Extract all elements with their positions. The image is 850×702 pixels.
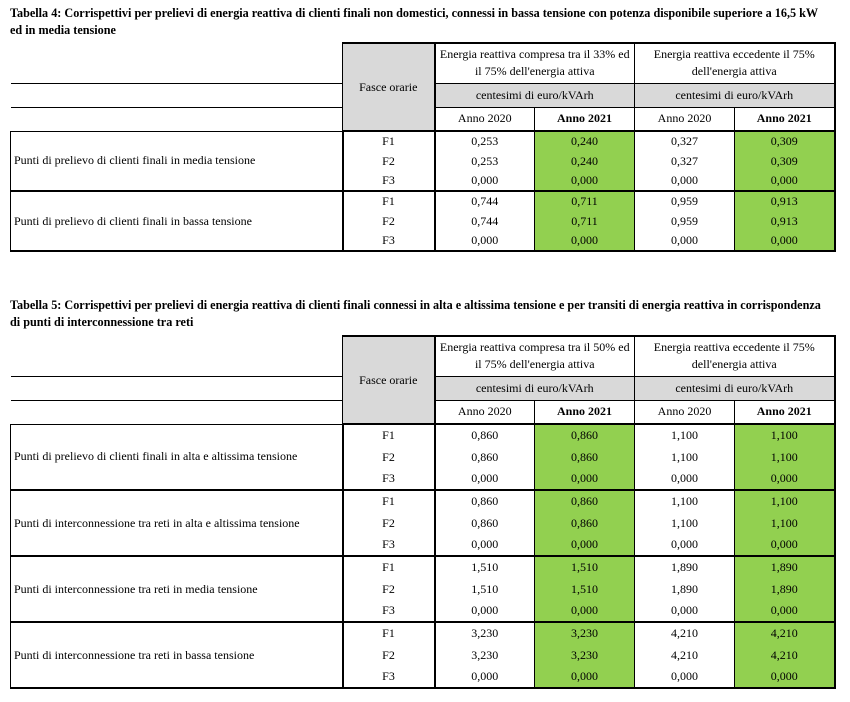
value-2020-eccedente: 1,100 <box>635 490 735 512</box>
fascia-cell: F3 <box>343 666 435 688</box>
value-2021-eccedente: 4,210 <box>735 622 835 644</box>
value-2021-compresa: 0,000 <box>535 600 635 622</box>
table-4 <box>10 42 836 252</box>
value-2021-eccedente: 0,913 <box>735 211 835 231</box>
value-2021-eccedente: 0,000 <box>735 600 835 622</box>
fascia-cell: F3 <box>343 171 435 191</box>
fascia-cell: F2 <box>343 578 435 600</box>
fascia-cell: F2 <box>343 644 435 666</box>
unit-header-compresa: centesimi di euro/kVArh <box>435 83 635 107</box>
value-2021-compresa: 1,510 <box>535 578 635 600</box>
fascia-cell: F2 <box>343 446 435 468</box>
value-2020-compresa: 0,253 <box>435 131 535 151</box>
value-2020-eccedente: 4,210 <box>635 622 735 644</box>
value-2021-compresa: 1,510 <box>535 556 635 578</box>
fascia-cell: F2 <box>343 151 435 171</box>
value-2021-eccedente: 0,000 <box>735 171 835 191</box>
value-2020-compresa: 0,860 <box>435 490 535 512</box>
fascia-cell: F1 <box>343 490 435 512</box>
value-2020-compresa: 0,000 <box>435 171 535 191</box>
year-header-2021: Anno 2021 <box>535 400 635 424</box>
value-2021-compresa: 0,711 <box>535 211 635 231</box>
value-2021-eccedente: 4,210 <box>735 644 835 666</box>
year-header-2020: Anno 2020 <box>435 400 535 424</box>
table-5-title: Tabella 5: Corrispettivi per prelievi di energia reattiva di clienti finali connessi in alta e altissima tensione e per transiti di energia reattiva in corrispondenza di punti di interconnessione tra reti <box>10 298 821 329</box>
value-2020-eccedente: 0,959 <box>635 211 735 231</box>
table-row <box>11 191 835 211</box>
row-label: Punti di prelievo di clienti finali in alta e altissima tensione <box>11 424 343 490</box>
value-2020-eccedente: 1,890 <box>635 578 735 600</box>
row-label: Punti di interconnessione tra reti in alta e altissima tensione <box>11 490 343 556</box>
value-2021-eccedente: 0,309 <box>735 151 835 171</box>
value-2020-compresa: 0,000 <box>435 468 535 490</box>
blank-header-cell <box>11 336 343 376</box>
value-2020-eccedente: 0,327 <box>635 151 735 171</box>
fascia-cell: F2 <box>343 512 435 534</box>
unit-header-compresa: centesimi di euro/kVArh <box>435 376 635 400</box>
value-2021-compresa: 0,240 <box>535 151 635 171</box>
value-2020-compresa: 0,000 <box>435 600 535 622</box>
group-header-compresa: Energia reattiva compresa tra il 33% ed il 75% dell'energia attiva <box>435 43 635 83</box>
value-2021-eccedente: 1,100 <box>735 424 835 446</box>
fasce-orarie-header: Fasce orarie <box>343 336 435 424</box>
year-header-2021: Anno 2021 <box>735 400 835 424</box>
value-2020-eccedente: 0,000 <box>635 171 735 191</box>
value-2021-eccedente: 0,000 <box>735 666 835 688</box>
value-2021-eccedente: 0,000 <box>735 534 835 556</box>
value-2021-eccedente: 0,000 <box>735 468 835 490</box>
value-2021-eccedente: 1,890 <box>735 556 835 578</box>
value-2020-compresa: 0,000 <box>435 231 535 251</box>
table-5-body <box>11 424 835 688</box>
value-2021-compresa: 0,240 <box>535 131 635 151</box>
value-2021-compresa: 3,230 <box>535 622 635 644</box>
year-header-2021: Anno 2021 <box>735 107 835 131</box>
unit-header-eccedente: centesimi di euro/kVArh <box>635 376 835 400</box>
table-row <box>11 131 835 151</box>
fascia-cell: F3 <box>343 534 435 556</box>
value-2020-compresa: 3,230 <box>435 622 535 644</box>
value-2020-eccedente: 1,100 <box>635 512 735 534</box>
value-2021-eccedente: 0,913 <box>735 191 835 211</box>
value-2020-eccedente: 1,100 <box>635 424 735 446</box>
value-2020-compresa: 0,253 <box>435 151 535 171</box>
table-row <box>11 490 835 512</box>
value-2021-compresa: 0,860 <box>535 424 635 446</box>
fascia-cell: F1 <box>343 191 435 211</box>
table-4-body <box>11 131 835 251</box>
blank-header-cell <box>11 83 343 107</box>
value-2021-compresa: 0,860 <box>535 446 635 468</box>
table-5 <box>10 335 836 689</box>
value-2021-eccedente: 0,309 <box>735 131 835 151</box>
value-2021-compresa: 0,000 <box>535 171 635 191</box>
group-header-eccedente: Energia reattiva eccedente il 75% dell'energia attiva <box>635 336 835 376</box>
value-2021-compresa: 3,230 <box>535 644 635 666</box>
fascia-cell: F3 <box>343 600 435 622</box>
table-4-title: Tabella 4: Corrispettivi per prelievi di energia reattiva di clienti finali non domestici, connessi in bassa tensione con potenza disponibile superiore a 16,5 kW ed in media tensione <box>10 6 818 37</box>
value-2021-compresa: 0,000 <box>535 231 635 251</box>
value-2021-eccedente: 1,890 <box>735 578 835 600</box>
value-2020-eccedente: 0,000 <box>635 600 735 622</box>
value-2020-eccedente: 0,000 <box>635 666 735 688</box>
row-label: Punti di prelievo di clienti finali in media tensione <box>11 131 343 191</box>
value-2021-compresa: 0,860 <box>535 490 635 512</box>
value-2021-compresa: 0,000 <box>535 534 635 556</box>
group-header-compresa: Energia reattiva compresa tra il 50% ed il 75% dell'energia attiva <box>435 336 635 376</box>
value-2021-eccedente: 1,100 <box>735 446 835 468</box>
value-2020-eccedente: 1,890 <box>635 556 735 578</box>
row-label: Punti di prelievo di clienti finali in bassa tensione <box>11 191 343 251</box>
year-header-2020: Anno 2020 <box>635 107 735 131</box>
fasce-orarie-header: Fasce orarie <box>343 43 435 131</box>
value-2021-compresa: 0,000 <box>535 666 635 688</box>
value-2020-compresa: 1,510 <box>435 578 535 600</box>
year-header-2020: Anno 2020 <box>635 400 735 424</box>
blank-header-cell <box>11 400 343 424</box>
value-2020-compresa: 0,860 <box>435 424 535 446</box>
value-2020-eccedente: 0,327 <box>635 131 735 151</box>
blank-header-cell <box>11 376 343 400</box>
value-2020-compresa: 0,860 <box>435 512 535 534</box>
value-2020-compresa: 0,744 <box>435 191 535 211</box>
table-row <box>11 424 835 446</box>
fascia-cell: F1 <box>343 131 435 151</box>
table-row <box>11 622 835 644</box>
value-2020-eccedente: 4,210 <box>635 644 735 666</box>
row-label: Punti di interconnessione tra reti in media tensione <box>11 556 343 622</box>
value-2021-eccedente: 1,100 <box>735 512 835 534</box>
value-2020-compresa: 0,000 <box>435 534 535 556</box>
year-header-2021: Anno 2021 <box>535 107 635 131</box>
value-2020-eccedente: 0,000 <box>635 468 735 490</box>
fascia-cell: F1 <box>343 424 435 446</box>
value-2021-eccedente: 1,100 <box>735 490 835 512</box>
blank-header-cell <box>11 107 343 131</box>
value-2021-compresa: 0,860 <box>535 512 635 534</box>
fascia-cell: F3 <box>343 468 435 490</box>
value-2021-compresa: 0,000 <box>535 468 635 490</box>
value-2020-eccedente: 0,000 <box>635 231 735 251</box>
group-header-eccedente: Energia reattiva eccedente il 75% dell'energia attiva <box>635 43 835 83</box>
value-2020-compresa: 0,860 <box>435 446 535 468</box>
value-2021-compresa: 0,711 <box>535 191 635 211</box>
value-2020-compresa: 0,000 <box>435 666 535 688</box>
table-row <box>11 556 835 578</box>
value-2020-compresa: 1,510 <box>435 556 535 578</box>
value-2020-eccedente: 0,959 <box>635 191 735 211</box>
year-header-2020: Anno 2020 <box>435 107 535 131</box>
row-label: Punti di interconnessione tra reti in bassa tensione <box>11 622 343 688</box>
fascia-cell: F1 <box>343 556 435 578</box>
fascia-cell: F3 <box>343 231 435 251</box>
blank-header-cell <box>11 43 343 83</box>
value-2020-compresa: 3,230 <box>435 644 535 666</box>
value-2021-eccedente: 0,000 <box>735 231 835 251</box>
unit-header-eccedente: centesimi di euro/kVArh <box>635 83 835 107</box>
value-2020-eccedente: 0,000 <box>635 534 735 556</box>
value-2020-compresa: 0,744 <box>435 211 535 231</box>
fascia-cell: F1 <box>343 622 435 644</box>
fascia-cell: F2 <box>343 211 435 231</box>
value-2020-eccedente: 1,100 <box>635 446 735 468</box>
